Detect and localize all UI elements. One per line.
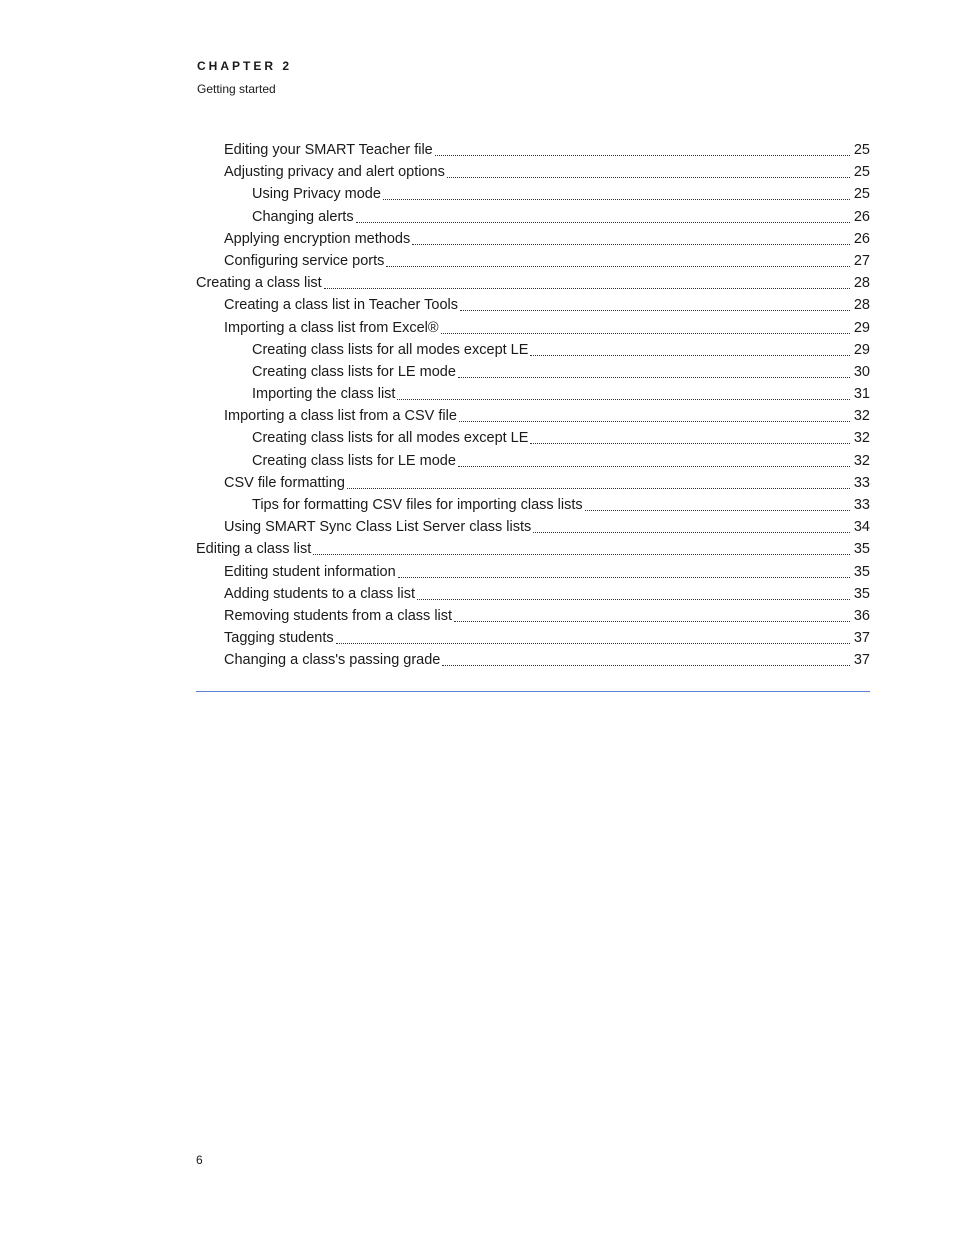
toc-entry-title: Importing a class list from Excel®: [224, 319, 439, 336]
toc-dot-leader: [417, 599, 850, 600]
toc-entry-title: Applying encryption methods: [224, 230, 411, 247]
toc-entry[interactable]: [196, 627, 870, 649]
toc-entry[interactable]: [196, 405, 870, 427]
toc-entry-title: Creating a class list in Teacher Tools: [224, 297, 458, 314]
toc-entry[interactable]: [196, 228, 870, 250]
toc-dot-leader: [397, 399, 849, 400]
chapter-label: CHAPTER 2: [197, 59, 293, 73]
toc-entry[interactable]: [196, 183, 870, 205]
toc-entry-page: 37: [853, 652, 870, 669]
toc-entry[interactable]: [196, 538, 870, 560]
table-of-contents: [196, 139, 870, 672]
toc-entry-title: Editing a class list: [196, 541, 312, 558]
toc-entry-title: Changing a class's passing grade: [224, 652, 441, 669]
toc-entry-title: Editing your SMART Teacher file: [224, 142, 433, 158]
toc-entry-page: 35: [853, 541, 870, 558]
toc-dot-leader: [459, 421, 850, 422]
page-number: 6: [196, 1153, 203, 1167]
toc-dot-leader: [441, 333, 850, 334]
toc-entry-title: Creating a class list: [196, 275, 322, 292]
toc-dot-leader: [454, 621, 850, 622]
toc-entry-page: 30: [853, 363, 870, 380]
toc-entry-title: Importing the class list: [252, 386, 396, 403]
toc-entry[interactable]: [196, 583, 870, 605]
toc-dot-leader: [398, 577, 850, 578]
toc-dot-leader: [460, 310, 850, 311]
toc-entry[interactable]: [196, 649, 870, 671]
toc-entry[interactable]: [196, 206, 870, 228]
toc-entry[interactable]: [196, 472, 870, 494]
toc-entry[interactable]: [196, 605, 870, 627]
toc-entry-title: Using Privacy mode: [252, 186, 381, 203]
toc-entry[interactable]: [196, 317, 870, 339]
toc-dot-leader: [442, 665, 849, 666]
section-divider: [196, 691, 870, 692]
toc-entry-page: 33: [853, 474, 870, 491]
toc-entry-title: Creating class lists for all modes except LE: [252, 341, 529, 358]
toc-entry[interactable]: [196, 250, 870, 272]
toc-entry-page: 37: [853, 630, 870, 647]
toc-dot-leader: [447, 177, 850, 178]
toc-entry-page: 32: [853, 452, 870, 469]
toc-entry-page: 26: [853, 230, 870, 247]
toc-entry-title: Tips for formatting CSV files for importing class lists: [252, 497, 583, 513]
toc-entry[interactable]: [196, 450, 870, 472]
toc-entry[interactable]: [196, 339, 870, 361]
toc-dot-leader: [336, 643, 850, 644]
toc-entry[interactable]: [196, 272, 870, 294]
toc-entry-title: Adding students to a class list: [224, 585, 416, 602]
toc-dot-leader: [533, 532, 850, 533]
toc-dot-leader: [386, 266, 849, 267]
toc-dot-leader: [347, 488, 850, 489]
toc-entry[interactable]: [196, 139, 870, 161]
toc-entry-page: 28: [853, 275, 870, 292]
toc-entry[interactable]: [196, 161, 870, 183]
toc-entry-title: Importing a class list from a CSV file: [224, 408, 457, 425]
toc-dot-leader: [530, 443, 849, 444]
toc-dot-leader: [313, 554, 850, 555]
toc-entry-title: Creating class lists for LE mode: [252, 452, 456, 469]
toc-dot-leader: [458, 377, 850, 378]
toc-entry-page: 36: [853, 607, 870, 624]
toc-entry-page: 31: [853, 386, 870, 403]
toc-entry-page: 32: [853, 408, 870, 425]
toc-entry-title: Changing alerts: [252, 208, 354, 225]
toc-entry-title: CSV file formatting: [224, 474, 345, 491]
toc-dot-leader: [530, 355, 849, 356]
page-header: [197, 58, 292, 97]
toc-entry[interactable]: [196, 361, 870, 383]
toc-entry[interactable]: [196, 561, 870, 583]
toc-dot-leader: [435, 155, 850, 156]
toc-entry-page: 34: [853, 519, 870, 536]
toc-entry-title: Using SMART Sync Class List Server class lists: [224, 519, 532, 536]
toc-dot-leader: [458, 466, 850, 467]
toc-entry[interactable]: [196, 383, 870, 405]
toc-entry[interactable]: [196, 294, 870, 316]
toc-entry-page: 33: [853, 497, 870, 513]
toc-entry-title: Creating class lists for all modes except LE: [252, 430, 529, 447]
toc-entry[interactable]: [196, 516, 870, 538]
toc-entry-page: 35: [853, 585, 870, 602]
toc-entry-title: Adjusting privacy and alert options: [224, 164, 445, 181]
toc-entry-title: Creating class lists for LE mode: [252, 363, 456, 380]
toc-entry-page: 26: [853, 208, 870, 225]
chapter-subtitle: Getting started: [197, 82, 276, 96]
toc-entry-title: Removing students from a class list: [224, 607, 453, 624]
toc-entry-title: Editing student information: [224, 563, 396, 580]
toc-entry-page: 35: [853, 563, 870, 580]
toc-entry-page: 25: [853, 164, 870, 181]
toc-dot-leader: [412, 244, 850, 245]
toc-entry-page: 32: [853, 430, 870, 447]
toc-entry-page: 25: [853, 142, 870, 158]
toc-entry-page: 25: [853, 186, 870, 203]
toc-entry-title: Configuring service ports: [224, 252, 385, 269]
toc-dot-leader: [356, 222, 850, 223]
toc-dot-leader: [324, 288, 850, 289]
toc-entry-page: 29: [853, 341, 870, 358]
toc-dot-leader: [383, 199, 850, 200]
toc-dot-leader: [585, 510, 850, 511]
toc-entry[interactable]: [196, 494, 870, 516]
toc-entry-page: 28: [853, 297, 870, 314]
toc-entry[interactable]: [196, 427, 870, 449]
toc-entry-title: Tagging students: [224, 630, 334, 647]
toc-entry-page: 27: [853, 252, 870, 269]
toc-entry-page: 29: [853, 319, 870, 336]
